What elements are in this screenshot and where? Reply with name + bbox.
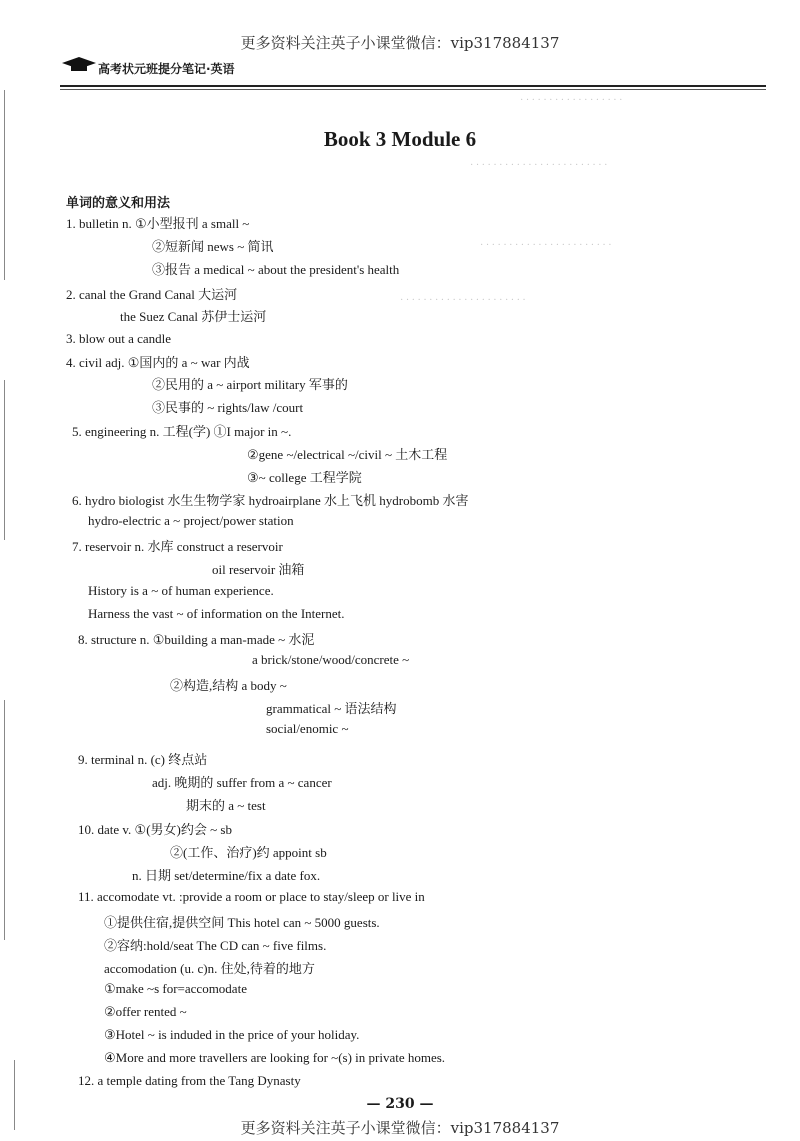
watermark-bottom: 更多资料关注英子小课堂微信：vip317884137 <box>240 1119 560 1137</box>
page-title: Book 3 Module 6 <box>323 127 477 151</box>
entry-line: Harness the vast ~ of information on the Internet. <box>88 606 345 621</box>
entry-line: ②(工作、治疗)约 appoint sb <box>170 845 327 860</box>
entry-line: 8. structure n. ①building a man-made ~ 水泥 <box>78 632 315 647</box>
entry-line: 1. bulletin n. ①小型报刊 a small ~ <box>66 216 250 231</box>
entry-line: oil reservoir 油箱 <box>212 562 305 577</box>
entry-line: 期末的 a ~ test <box>186 798 266 813</box>
entry-line: 10. date v. ①(男女)约会 ~ sb <box>78 822 232 837</box>
entry-line: ②短新闻 news ~ 简讯 <box>152 239 274 254</box>
entry-line: ③Hotel ~ is induded in the price of your holiday. <box>104 1027 360 1042</box>
binding-edge-line <box>4 90 5 280</box>
entry-line: 7. reservoir n. 水库 construct a reservoir <box>72 539 283 554</box>
entry-line: 12. a temple dating from the Tang Dynasty <box>78 1073 301 1088</box>
entry-line: social/enomic ~ <box>266 721 349 736</box>
graduation-cap-icon <box>62 56 96 72</box>
entry-line: a brick/stone/wood/concrete ~ <box>252 652 410 667</box>
running-header: 高考状元班提分笔记·英语 <box>98 62 235 76</box>
section-heading: 单词的意义和用法 <box>66 196 171 211</box>
show-through-text: · · · · · · · · · · · · · · · · · · · · · · · <box>480 240 612 251</box>
entry-line: ④More and more travellers are looking for ~(s) in private homes. <box>104 1050 446 1065</box>
binding-edge-line <box>4 700 5 940</box>
entry-line: ③民事的 ~ rights/law /court <box>152 400 304 415</box>
entry-line: ③~ college 工程学院 <box>247 470 362 485</box>
watermark-top: 更多资料关注英子小课堂微信：vip317884137 <box>240 34 560 52</box>
show-through-text: · · · · · · · · · · · · · · · · · · <box>520 95 623 106</box>
header-rule <box>60 85 766 87</box>
header-rule-thin <box>60 89 766 90</box>
page-number: — 230 — <box>366 1096 434 1112</box>
show-through-text: · · · · · · · · · · · · · · · · · · · · · · <box>400 295 526 306</box>
entry-line: ②民用的 a ~ airport military 军事的 <box>152 377 348 392</box>
show-through-text: · · · · · · · · · · · · · · · · · · · · · · · · <box>470 160 608 171</box>
entry-line: hydro-electric a ~ project/power station <box>88 513 294 528</box>
entry-line: ②gene ~/electrical ~/civil ~ 土木工程 <box>247 447 448 462</box>
entry-line: the Suez Canal 苏伊士运河 <box>120 309 267 324</box>
entry-line: 11. accomodate vt. :provide a room or place to stay/sleep or live in <box>78 889 425 904</box>
entry-line: accomodation (u. c)n. 住处,待着的地方 <box>104 961 315 976</box>
entry-line: 2. canal the Grand Canal 大运河 <box>66 287 238 302</box>
entry-line: ①make ~s for=accomodate <box>104 981 247 996</box>
entry-line: 6. hydro biologist 水生生物学家 hydroairplane 水上飞机 hydrobomb 水害 <box>72 493 469 508</box>
binding-edge-line <box>4 380 5 540</box>
entry-line: ①提供住宿,提供空间 This hotel can ~ 5000 guests. <box>104 915 380 930</box>
entry-line: 4. civil adj. ①国内的 a ~ war 内战 <box>66 355 250 370</box>
entry-line: History is a ~ of human experience. <box>88 583 274 598</box>
entry-line: n. 日期 set/determine/fix a date fox. <box>132 868 321 883</box>
entry-line: ②offer rented ~ <box>104 1004 187 1019</box>
entry-line: ②容纳:hold/seat The CD can ~ five films. <box>104 938 327 953</box>
entry-line: grammatical ~ 语法结构 <box>266 701 397 716</box>
entry-line: 5. engineering n. 工程(学) ①I major in ~. <box>72 424 292 439</box>
entry-line: ③报告 a medical ~ about the president's health <box>152 262 400 277</box>
entry-line: 3. blow out a candle <box>66 331 172 346</box>
entry-line: adj. 晚期的 suffer from a ~ cancer <box>152 775 332 790</box>
entry-line: 9. terminal n. (c) 终点站 <box>78 752 208 767</box>
entry-line: ②构造,结构 a body ~ <box>170 678 287 693</box>
